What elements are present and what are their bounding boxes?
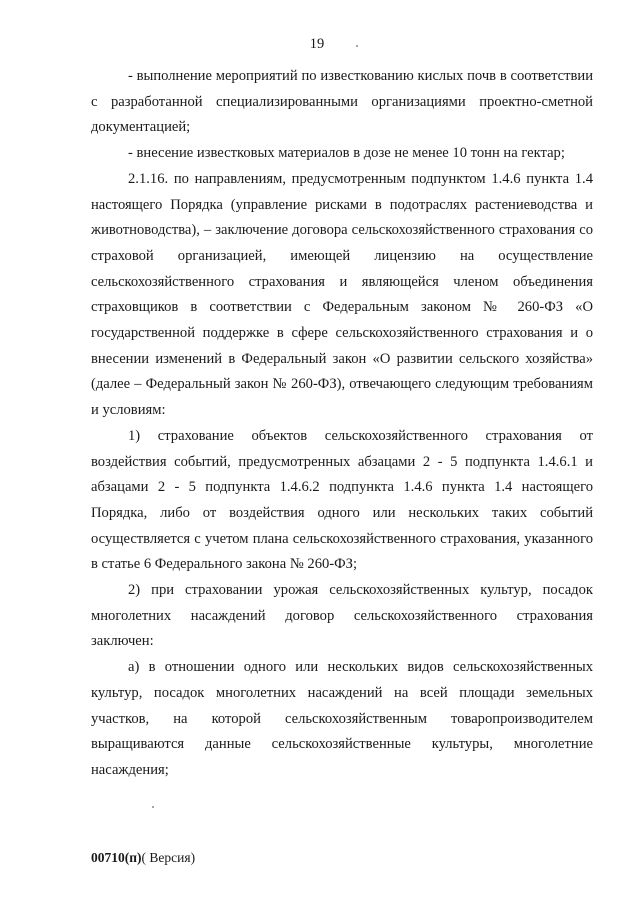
paragraph-2-1-16: 2.1.16. по направлениям, предусмотренным подпунктом 1.4.6 пункта 1.4 настоящего Порядка (управление рисками в подотраслях растениеводства и животноводства), – заключение договора сельскохозяйственного страхования со страховой организацией, имеющей лицензию на осуществление сельскохозяйственного страхования и являющейся членом объединения страховщиков в соответствии с Федеральным законом № 260-ФЗ «О государственной поддержке в сфере сельскохозяйственного страхования и о внесении изменений в Федеральный закон «О развитии сельского хозяйства» (далее – Федеральный закон № 260-ФЗ), отвечающего следующим требованиям и условиям: bbox=[91, 170, 593, 419]
footer-code: 00710(п) bbox=[91, 850, 142, 865]
document-body bbox=[91, 64, 593, 784]
page-number: 19 bbox=[309, 36, 325, 52]
scan-speck bbox=[356, 45, 358, 47]
paragraph-liming-works: - выполнение мероприятий по известкованию кислых почв в соответствии с разработанной специализированными организациями проектно-сметной документацией; bbox=[91, 68, 593, 136]
scan-speck bbox=[152, 806, 154, 808]
footer-document-code bbox=[91, 850, 195, 866]
footer-version: ( Версия) bbox=[141, 850, 196, 865]
paragraph-item-2: 2) при страховании урожая сельскохозяйственных культур, посадок многолетних насаждений договор сельскохозяйственного страхования заключен: bbox=[91, 582, 593, 650]
paragraph-item-1: 1) страхование объектов сельскохозяйственного страхования от воздействия событий, предусмотренных абзацами 2 - 5 подпункта 1.4.6.1 и абзацами 2 - 5 подпункта 1.4.6.2 подпункта 1.4.6 пункта 1.4 настоящего Порядка, либо от воздействия одного или нескольких таких событий осуществляется с учетом плана сельскохозяйственного страхования, указанного в статье 6 Федерального закона № 260-ФЗ; bbox=[91, 427, 593, 573]
paragraph-lime-dose: - внесение известковых материалов в дозе не менее 10 тонн на гектар; bbox=[128, 145, 565, 162]
paragraph-item-2a: а) в отношении одного или нескольких видов сельскохозяйственных культур, посадок многолетних насаждений на всей площади земельных участков, на которой сельскохозяйственным товаропроизводителем выращиваются данные сельскохозяйственные культуры, многолетние насаждения; bbox=[91, 659, 593, 778]
